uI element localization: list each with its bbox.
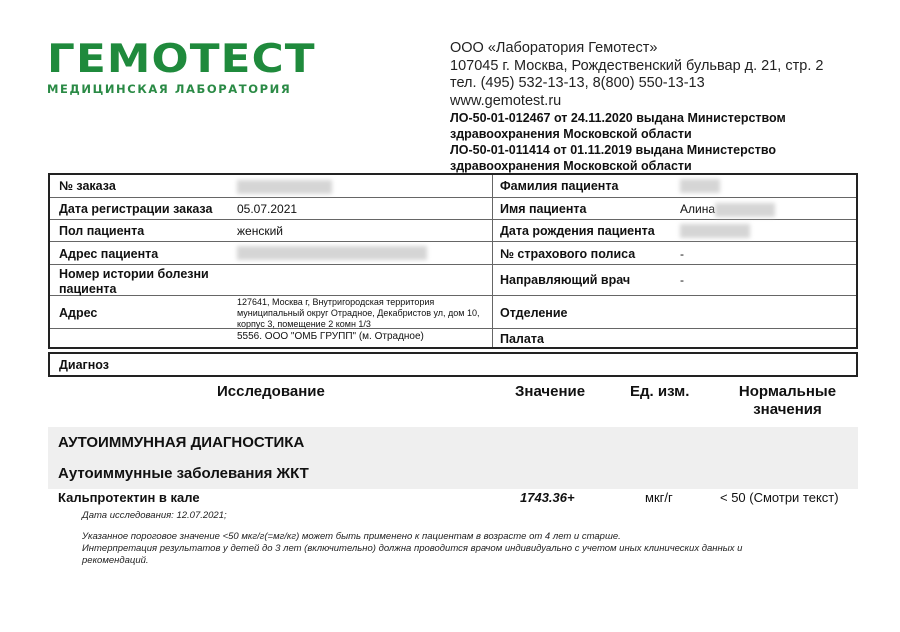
col-header-normal: Нормальные значения: [738, 383, 837, 418]
surname-redacted: [680, 178, 720, 193]
label: Номер истории болезни пациента: [59, 267, 209, 296]
row-history-number: [50, 265, 492, 296]
value: -: [680, 273, 684, 287]
row-insurance: [492, 242, 856, 265]
label: Адрес: [59, 306, 98, 320]
value: 127641, Москва г, Внутригородская территория муниципальный округ Отрадное, Декабристов ул, дом 10, корпус 3, помещение 2 комн 1/3: [237, 297, 480, 329]
value: -: [680, 247, 684, 261]
row-registration-date: [50, 198, 492, 220]
label: Отделение: [500, 306, 568, 320]
col-header-test: Исследование: [217, 383, 325, 400]
result-value: 1743.36+: [520, 490, 575, 505]
label: Палата: [500, 332, 544, 346]
patient-info-left: [50, 175, 493, 347]
result-unit: мкг/г: [645, 490, 673, 505]
subsection-title: Аутоиммунные заболевания ЖКТ: [58, 465, 309, 482]
org-site: www.gemotest.ru: [450, 92, 562, 109]
row-first-name: [492, 198, 856, 220]
label: Имя пациента: [500, 202, 587, 216]
logo-subtitle: МЕДИЦИНСКАЯ ЛАБОРАТОРИЯ: [47, 82, 292, 96]
row-ward: [492, 329, 856, 347]
license-1: ЛО-50-01-012467 от 24.11.2020 выдана Министерством: [450, 111, 786, 125]
row-sex: [50, 220, 492, 242]
row-birth-date: [492, 220, 856, 242]
note-line-2: Интерпретация результатов у детей до 3 лет (включительно) должна проводится врачом индивидуально с учетом иных клинических данных и: [82, 543, 743, 554]
org-info: [450, 40, 823, 174]
patient-info-table: [48, 173, 858, 349]
row-address: [50, 296, 492, 329]
org-phone: тел. (495) 532-13-13, 8(800) 550-13-13: [450, 75, 705, 91]
license-2-cont: здравоохранения Московской области: [450, 159, 692, 173]
row-order-number: [50, 175, 492, 198]
row-branch: [50, 329, 492, 347]
license-1-cont: здравоохранения Московской области: [450, 127, 692, 141]
col-header-unit: Ед. изм.: [630, 383, 690, 400]
value: женский: [237, 224, 283, 238]
row-surname: [492, 175, 856, 198]
row-patient-address: [50, 242, 492, 265]
section-title: АУТОИММУННАЯ ДИАГНОСТИКА: [58, 434, 305, 451]
note-line-3: рекомендаций.: [82, 555, 149, 566]
value: 05.07.2021: [237, 202, 298, 216]
logo-title: ГЕМОТЕСТ: [47, 37, 316, 82]
order-number-redacted: [237, 179, 332, 194]
result-test-name: Кальпротектин в кале: [58, 490, 200, 505]
row-doctor: [492, 265, 856, 296]
row-department: [492, 296, 856, 329]
label: Фамилия пациента: [500, 179, 619, 193]
result-normal-range: < 50 (Смотри текст): [720, 490, 839, 505]
label: № заказа: [59, 179, 116, 193]
license-2: ЛО-50-01-011414 от 01.11.2019 выдана Министерство: [450, 143, 776, 157]
label: Дата рождения пациента: [500, 224, 655, 238]
diagnosis-row: [48, 352, 858, 377]
first-name: Алина: [680, 202, 716, 216]
col-header-value: Значение: [515, 383, 586, 400]
note-line-1: Указанное пороговое значение <50 мкг/г(=мг/кг) может быть применено к пациентам в возрасте от 4 лет и старше.: [82, 531, 621, 542]
label: Адрес пациента: [59, 247, 159, 261]
study-date: Дата исследования: 12.07.2021;: [82, 510, 227, 521]
value: 5556. ООО "ОМБ ГРУПП" (м. Отрадное): [237, 331, 424, 342]
label: Направляющий врач: [500, 273, 631, 287]
diagnosis-label: Диагноз: [59, 358, 109, 372]
org-name: ООО «Лаборатория Гемотест»: [450, 40, 658, 56]
org-address: 107045 г. Москва, Рождественский бульвар д. 21, стр. 2: [450, 57, 824, 74]
gemotest-logo: [47, 37, 316, 96]
patient-info-right: [492, 175, 856, 347]
patient-address-redacted: [237, 245, 427, 260]
label: № страхового полиса: [500, 247, 636, 261]
label: Пол пациента: [59, 224, 145, 238]
birth-date-redacted: [680, 223, 750, 238]
value: [680, 202, 775, 217]
label: Дата регистрации заказа: [59, 202, 213, 216]
